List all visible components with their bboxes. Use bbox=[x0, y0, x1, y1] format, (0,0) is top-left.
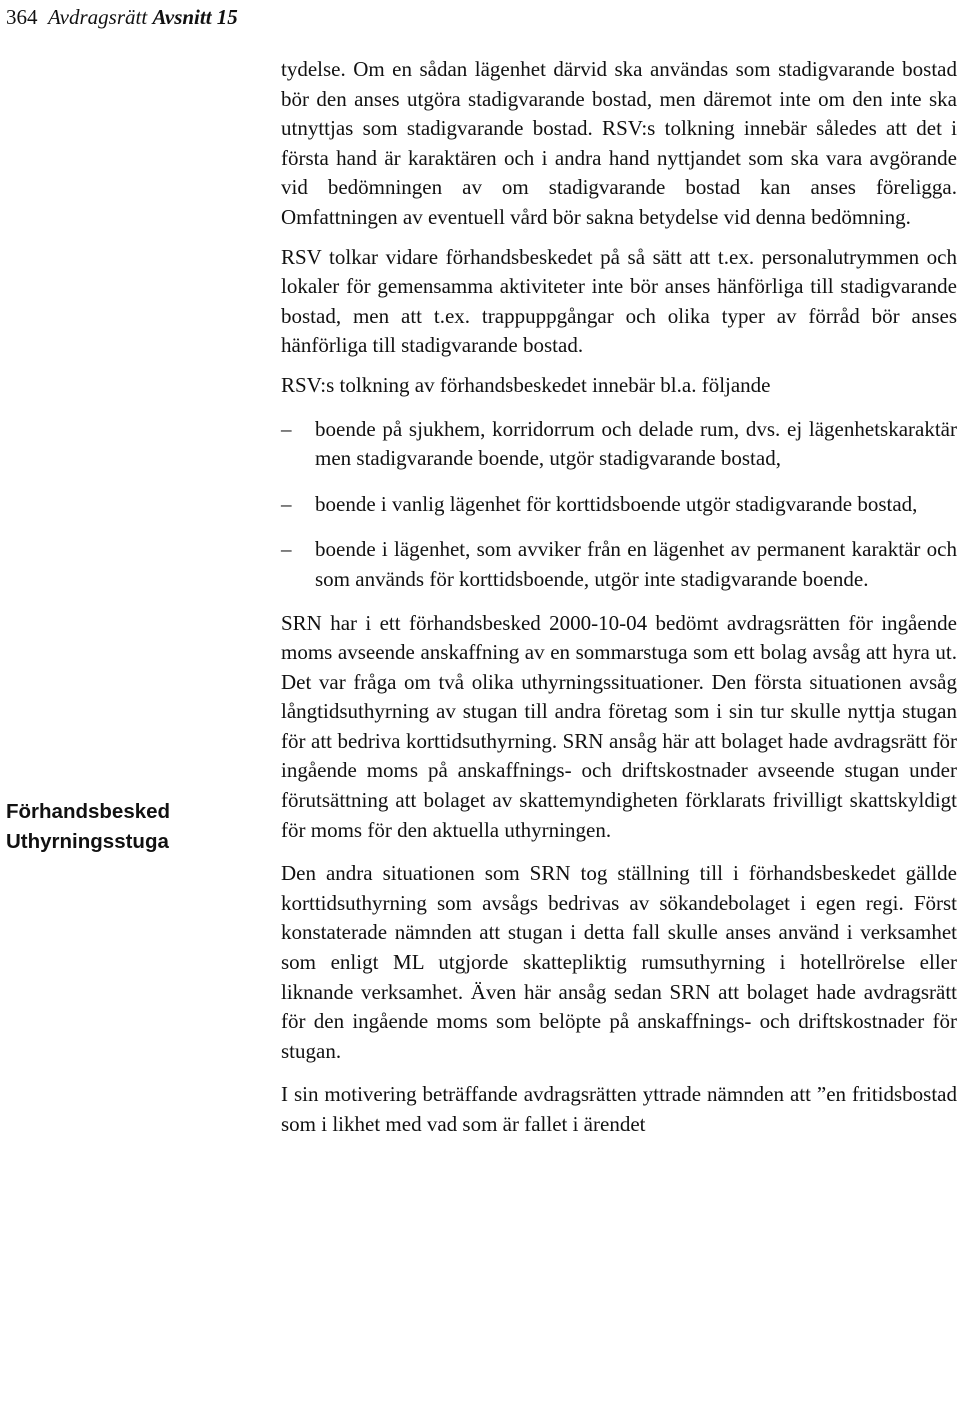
list-dash: – bbox=[281, 491, 292, 516]
paragraph-3: RSV:s tolkning av förhandsbeskedet innebär bl.a. följande bbox=[281, 372, 771, 397]
list-item-text: boende i vanlig lägenhet för korttidsboende utgör stadigvarande bostad, bbox=[315, 491, 918, 516]
list-dash: – bbox=[281, 537, 292, 562]
list-item-text: boende i lägenhet, som avviker från en lägenhet av permanent karaktär och som används för korttidsboende, utgör inte stadigvarande boende. bbox=[315, 537, 957, 591]
page-header bbox=[6, 4, 238, 30]
paragraph-6: I sin motivering beträffande avdragsrätten yttrade nämnden att ”en fritidsbostad som i likhet med vad som är fallet i ärendet bbox=[281, 1082, 957, 1136]
list-dash: – bbox=[281, 416, 292, 441]
list-item-text: boende på sjukhem, korridorrum och delade rum, dvs. ej lägenhetskaraktär men stadigvarande boende, utgör stadigvarande bostad, bbox=[315, 416, 957, 471]
running-title: Avdragsrätt bbox=[48, 5, 148, 29]
section-label: Avsnitt 15 bbox=[152, 5, 238, 29]
dash-list bbox=[281, 415, 957, 595]
margin-heading-line-2: Uthyrningsstuga bbox=[6, 830, 169, 853]
margin-heading bbox=[6, 797, 246, 857]
paragraph-4: SRN har i ett förhandsbesked 2000-10-04 bedömt avdragsrätten för ingående moms avseende anskaffning av en sommarstuga som ett bolag avsåg att hyra ut. Det var fråga om två olika uthyrningssituationer. Den första situationen avsåg långtidsuthyrning av stugan till andra företag som i sin tur skulle nyttja stugan för att bedriva korttidsuthyrning. SRN ansåg här att bolaget hade avdragsrätt för ingående moms på anskaffnings- och driftskostnader avseende stugan under förutsättning att bolaget av skattemyndigheten förklarats frivilligt skattskyldigt för moms för den aktuella uthyrningen. bbox=[281, 610, 957, 842]
body-text bbox=[281, 55, 957, 1140]
paragraph-1: tydelse. Om en sådan lägenhet därvid ska användas som stadigvarande bostad bör den anses utgöra stadigvarande bostad, men däremot inte om den inte ska utnyttjas som stadigvarande bostad. RSV:s tolkning innebär således att det i första hand är karaktären och i andra hand nyttjandet som ska vara avgörande vid bedömningen av om stadigvarande bostad kan anses föreligga. Omfattningen av eventuell vård bör sakna betydelse vid denna bedömning. bbox=[281, 57, 957, 229]
list-item bbox=[281, 535, 957, 594]
list-item bbox=[281, 415, 957, 474]
page-number: 364 bbox=[6, 5, 38, 29]
paragraph-5: Den andra situationen som SRN tog ställning till i förhandsbeskedet gällde korttidsuthyrning som avsågs bedrivas av sökandebolaget i egen regi. Först konstaterade nämnden att stugan i detta fall skulle anses använd i verksamhet som enligt ML utgjorde skattepliktig rumsuthyrning i hotellrörelse eller liknande verksamhet. Även här ansåg sedan SRN att bolaget hade avdragsrätt för den ingående moms som belöpte på anskaffnings- och driftskostnader för stugan. bbox=[281, 861, 957, 1063]
list-item bbox=[281, 490, 957, 520]
paragraph-2: RSV tolkar vidare förhandsbeskedet på så sätt att t.ex. personalutrymmen och lokaler för gemensamma aktiviteter inte bör anses hänförliga till stadigvarande bostad, men att t.ex. trappuppgångar och olika typer av förråd bör anses hänförliga till stadigvarande bostad. bbox=[281, 244, 957, 358]
margin-heading-line-1: Förhandsbesked bbox=[6, 800, 171, 823]
